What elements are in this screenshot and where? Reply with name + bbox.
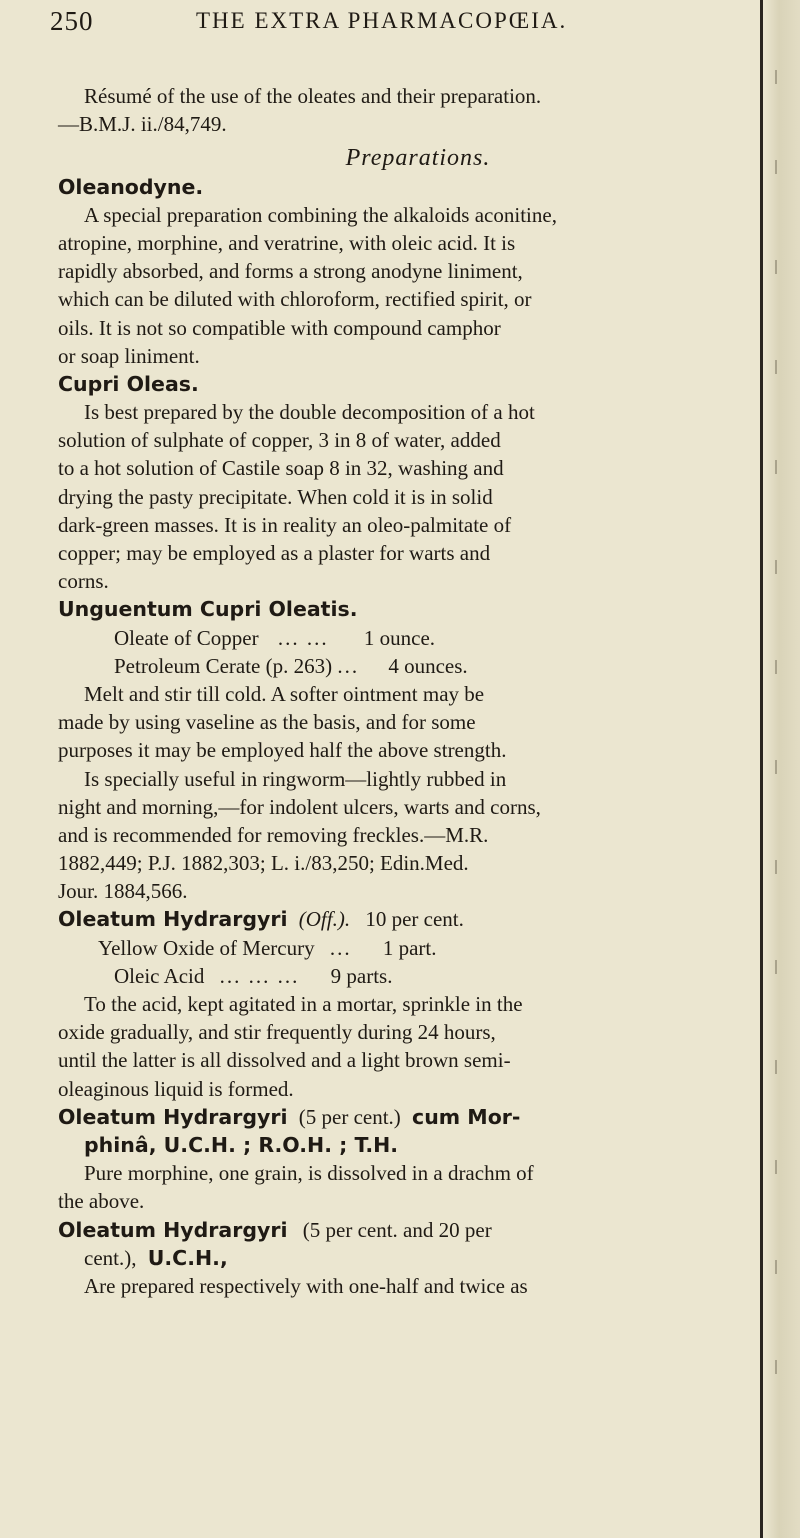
page-number: 250 <box>50 6 94 36</box>
text-line: Are prepared respectively with one-half and twice as <box>84 1273 528 1298</box>
oleatum-hyd-heading-row <box>58 905 738 933</box>
text-line: rapidly absorbed, and forms a strong anodyne liniment, <box>58 259 523 284</box>
heading-oleatum-hydrargyri: Oleatum Hydrargyri <box>58 907 288 932</box>
strength-cont: cent.), <box>84 1245 137 1270</box>
ingredient-row <box>58 934 738 962</box>
bleed-mark <box>775 760 795 774</box>
text-line: oleaginous liquid is formed. <box>58 1076 294 1101</box>
text-line: dark-green masses. It is in reality an oleo-palmitate of <box>58 512 512 537</box>
ingredient-qty: 1 ounce. <box>363 625 436 650</box>
intro-ref: —B.M.J. ii./84,749. <box>58 112 227 137</box>
bleed-mark <box>775 1160 795 1174</box>
text-line: purposes it may be employed half the above strength. <box>58 738 507 763</box>
heading-cupri-oleas: Cupri Oleas. <box>58 371 199 396</box>
bleed-mark <box>775 70 795 84</box>
leader-dots: ... <box>337 653 360 678</box>
text-line: oils. It is not so compatible with compound camphor <box>58 315 501 340</box>
ingredient-name: Yellow Oxide of Mercury <box>98 935 315 960</box>
oleatum-uch-heading-row <box>58 1216 738 1244</box>
page-gutter <box>760 0 800 1538</box>
text-line: Jour. 1884,566. <box>58 879 188 904</box>
text-line: Is best prepared by the double decomposition of a hot <box>84 400 535 425</box>
bleed-mark <box>775 860 795 874</box>
bleed-mark <box>775 160 795 174</box>
section-title: Preparations. <box>345 145 491 172</box>
heading-oleanodyne: Oleanodyne. <box>58 174 204 199</box>
uch-tag: U.C.H., <box>147 1245 228 1270</box>
running-title: THE EXTRA PHARMACOPŒIA. <box>196 8 568 33</box>
bleed-mark <box>775 960 795 974</box>
heading-morphina-sources: phinâ, U.C.H. ; R.O.H. ; T.H. <box>84 1132 399 1157</box>
bleed-mark <box>775 1060 795 1074</box>
bleed-mark <box>775 460 795 474</box>
text-line: night and morning,—for indolent ulcers, warts and corns, <box>58 794 541 819</box>
bleed-mark <box>775 360 795 374</box>
heading-oleatum-hydrargyri: Oleatum Hydrargyri <box>58 1104 288 1129</box>
heading-unguentum: Unguentum Cupri Oleatis. <box>58 597 358 622</box>
intro-line: Résumé of the use of the oleates and their preparation. <box>84 84 542 108</box>
text-line: oxide gradually, and stir frequently during 24 hours, <box>58 1020 496 1045</box>
text-line: A special preparation combining the alkaloids aconitine, <box>84 202 557 227</box>
text-line: Pure morphine, one grain, is dissolved in a drachm of <box>84 1161 534 1186</box>
oleatum-morph-heading-row <box>58 1103 738 1131</box>
bleed-mark <box>775 1260 795 1274</box>
leader-dots: ... ... <box>277 625 329 650</box>
text-line: To the acid, kept agitated in a mortar, sprinkle in the <box>84 992 523 1016</box>
ingredient-row <box>58 624 738 652</box>
ingredient-row <box>58 962 738 990</box>
bleed-mark <box>775 260 795 274</box>
ingredient-name: Oleate of Copper <box>114 625 259 650</box>
strength: (5 per cent. and 20 per <box>302 1217 492 1242</box>
text-line: to a hot solution of Castile soap 8 in 32, washing and <box>58 456 504 481</box>
text-line: and is recommended for removing freckles.—M.R. <box>58 822 489 847</box>
ingredient-qty: 9 parts. <box>330 963 393 988</box>
strength: 10 per cent. <box>365 907 464 932</box>
text-line: corns. <box>58 569 109 594</box>
running-head <box>50 6 730 50</box>
leader-dots: ... ... ... <box>219 963 300 988</box>
text-line: atropine, morphine, and veratrine, with oleic acid. It is <box>58 230 516 255</box>
text-line: which can be diluted with chloroform, rectified spirit, or <box>58 287 532 312</box>
off-abbrev: (Off.). <box>298 907 351 932</box>
page-body <box>58 82 738 1300</box>
uch-strength-row <box>58 1244 738 1272</box>
bleed-mark <box>775 1360 795 1374</box>
bleed-mark <box>775 660 795 674</box>
ingredient-name: Petroleum Cerate (p. 263) <box>114 653 333 678</box>
leader-dots: ... <box>329 935 352 960</box>
text-line: copper; may be employed as a plaster for warts and <box>58 541 491 565</box>
bleed-mark <box>775 560 795 574</box>
ingredient-qty: 1 part. <box>382 935 437 960</box>
text-line: solution of sulphate of copper, 3 in 8 of water, added <box>58 428 501 453</box>
text-line: made by using vaseline as the basis, and for some <box>58 710 476 735</box>
text-line: the above. <box>58 1189 145 1214</box>
text-line: 1882,449; P.J. 1882,303; L. i./83,250; Edin.Med. <box>58 851 469 876</box>
text-line: until the latter is all dissolved and a light brown semi- <box>58 1048 511 1073</box>
heading-cum-morphina: cum Mor- <box>412 1104 521 1129</box>
heading-oleatum-hydrargyri: Oleatum Hydrargyri <box>58 1217 288 1242</box>
text-line: Is specially useful in ringworm—lightly rubbed in <box>84 766 507 791</box>
ingredient-qty: 4 ounces. <box>388 653 468 678</box>
strength: (5 per cent.) <box>298 1104 401 1129</box>
text-line: or soap liniment. <box>58 343 200 368</box>
ingredient-row <box>58 652 738 680</box>
ingredient-name: Oleic Acid <box>114 963 205 988</box>
text-line: drying the pasty precipitate. When cold it is in solid <box>58 484 493 509</box>
text-line: Melt and stir till cold. A softer ointment may be <box>84 681 485 706</box>
